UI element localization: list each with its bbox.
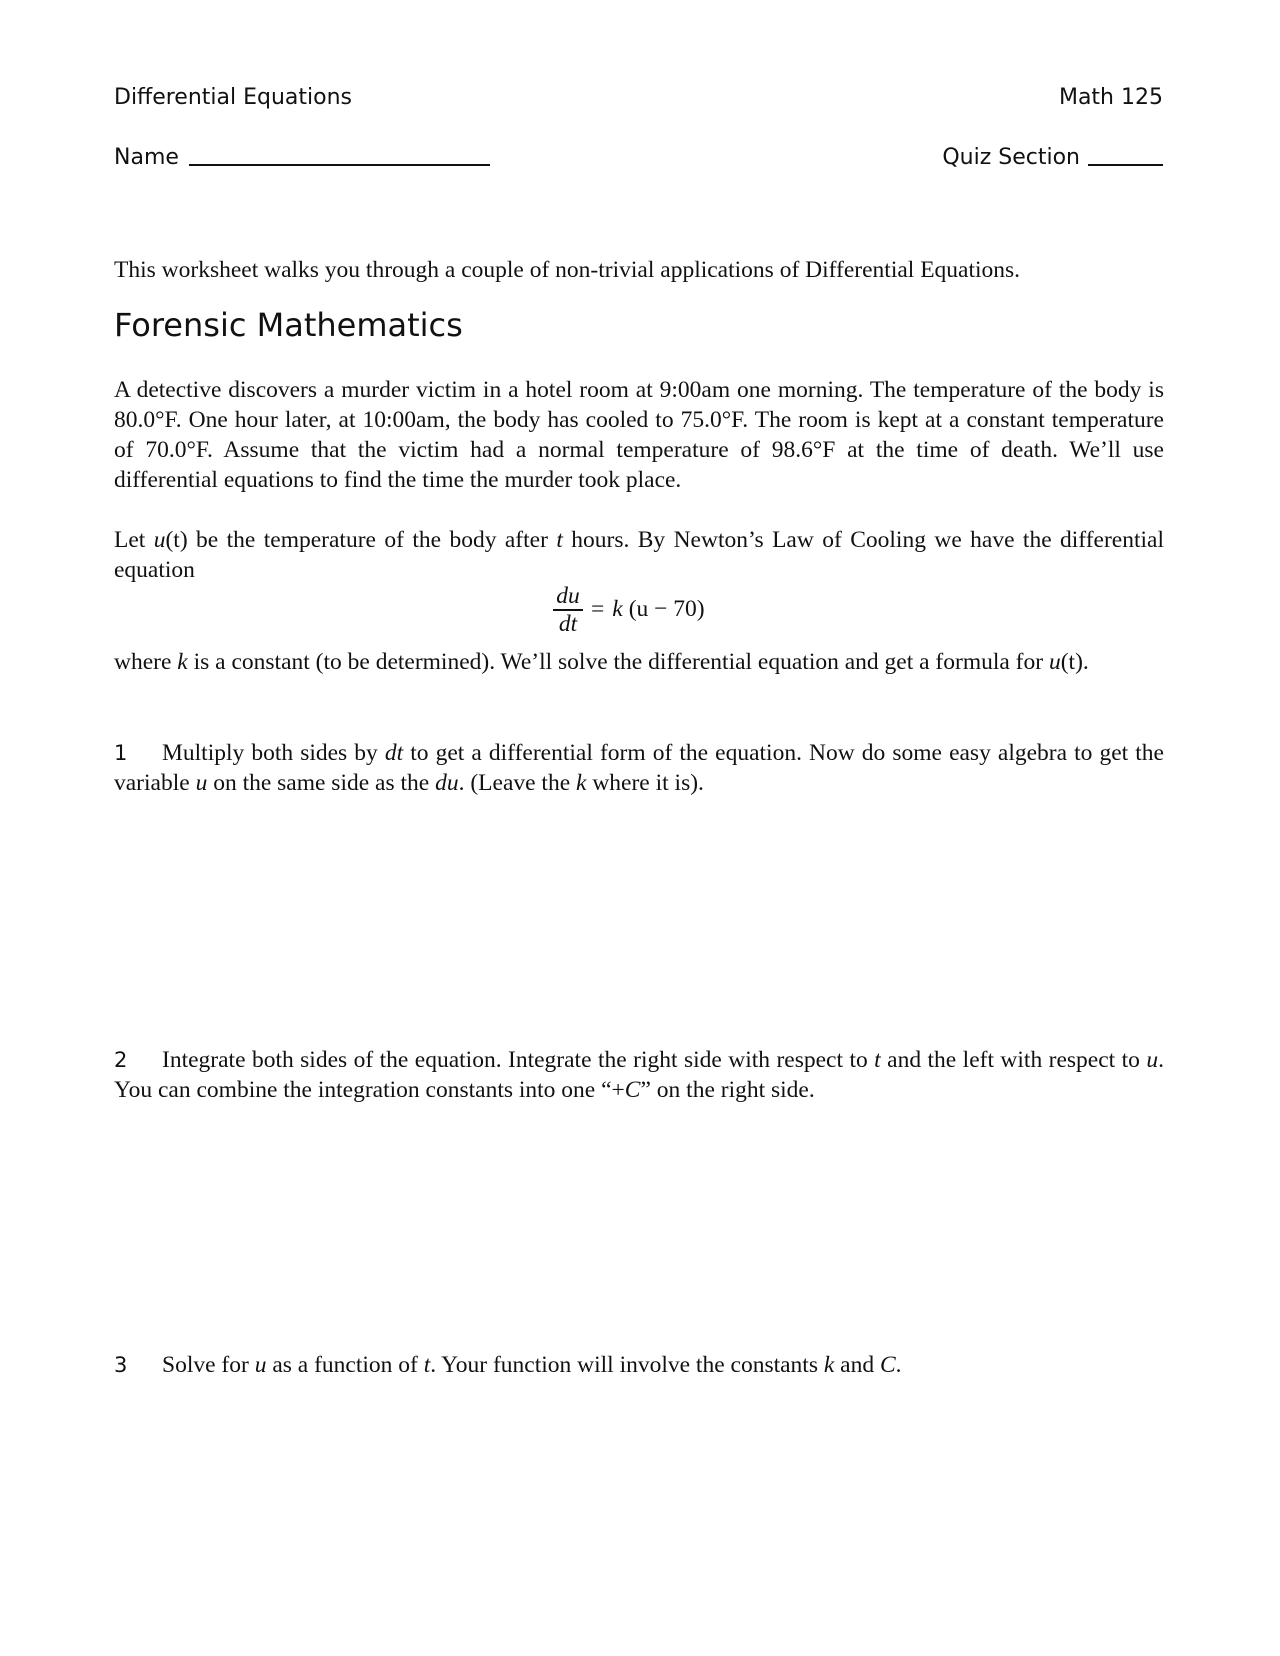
text-run: on the same side as the [207,770,436,796]
question-2 [114,1045,1164,1105]
text-run: be the temperature of the body after [187,527,557,553]
fraction-numerator: du [556,583,580,609]
name-label: Name [114,145,179,170]
question-number: 2 [114,1048,128,1072]
question-number: 3 [114,1353,128,1377]
math-const-c: C [879,1352,896,1378]
text-run: . Your function will involve the constants [430,1352,824,1378]
math-var-u: u [195,770,208,796]
intro-paragraph: This worksheet walks you through a couple of non-trivial applications of Differential Equations. [114,257,1021,283]
derivative-fraction [553,583,583,637]
text-run: where [114,649,178,675]
quiz-section-field [942,145,1163,170]
text-run: . (Leave the [458,770,577,796]
text-run: hours. By Newton’s Law of Cooling we have the differential equation [114,527,1164,583]
text-run: Let [114,527,154,553]
text-run: and the left with respect to [880,1047,1147,1073]
quiz-section-blank-line[interactable] [1088,164,1163,166]
math-dt: dt [384,740,404,766]
math-var-k: k [576,770,587,796]
math-var-u: u [153,527,166,553]
text-run: Multiply both sides by [162,740,385,766]
math-var-t: t [423,1352,431,1378]
equals-sign: = [591,596,605,623]
math-var-u: u [1048,649,1061,675]
text-run: as a function of [266,1352,424,1378]
newton-law-paragraph [114,525,1164,585]
math-var-u: u [254,1352,267,1378]
course-number: Math 125 [1058,85,1163,110]
question-number: 1 [114,741,128,765]
section-heading: Forensic Mathematics [114,306,463,344]
text-run: Solve for [162,1352,255,1378]
text-run: ” on the right side. [640,1077,815,1103]
math-var-k: k [823,1352,835,1378]
quiz-section-label: Quiz Section [942,145,1080,170]
text-run: and [834,1352,880,1378]
problem-paragraph: A detective discovers a murder victim in a hotel room at 9:00am one morning. The temperature of the body is 80.0°F. One hour later, at 10:00am, the body has cooled to 75.0°F. The room is kept at a constant temperature of 70.0°F. Assume that the victim had a normal temperature of 98.6°F at the time of death. We’ll use differential equations to find the time the murder took place. [114,377,1164,493]
text-run: Integrate both sides of the equation. Integrate the right side with respect to [162,1047,875,1073]
fraction-denominator: dt [558,610,578,637]
math-const-c: C [624,1077,641,1103]
text-run: where it is). [586,770,704,796]
text-run: is a constant (to be determined). We’ll solve the differential equation and get a formula for [187,649,1049,675]
math-var-t: t [556,527,563,553]
math-paren-t: (t) [1060,649,1083,675]
text-run: . You can combine the integration constants into one “+ [114,1047,1164,1103]
course-title: Differential Equations [114,85,353,110]
differential-equation [553,583,705,637]
constant-paragraph [114,647,1164,677]
text-run: to get a differential form of the equation. Now do some easy algebra to get the variable [114,740,1164,796]
name-blank-line[interactable] [189,164,490,166]
name-field [114,145,490,170]
constant-k: k [612,596,623,623]
math-var-t: t [874,1047,881,1073]
text-run: . [895,1352,902,1378]
math-var-u: u [1146,1047,1159,1073]
math-du: du [435,770,459,796]
math-var-k: k [177,649,188,675]
question-1 [114,738,1164,798]
text-run: . [1082,649,1089,675]
question-3 [114,1350,1164,1380]
equation-rhs: (u − 70) [628,596,705,623]
math-paren-t: (t) [165,527,188,553]
